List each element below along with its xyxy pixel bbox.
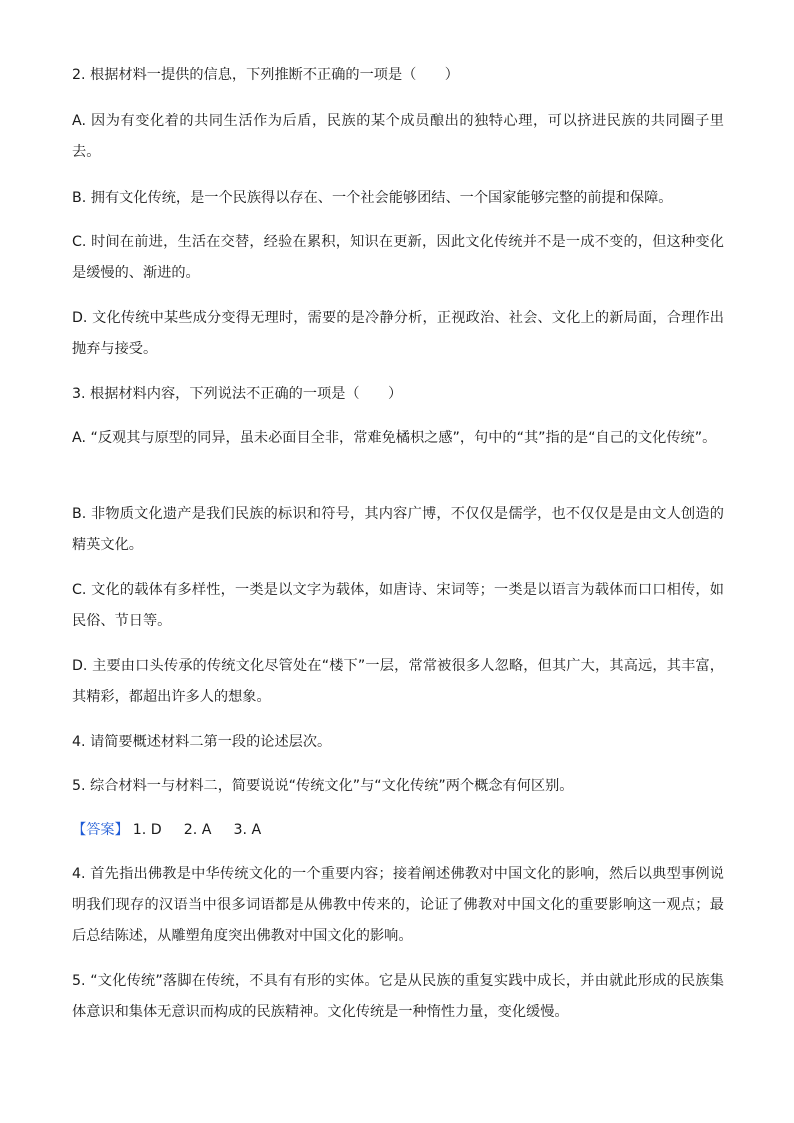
- question-3-option-b: B. 非物质文化遗产是我们民族的标识和符号，其内容广博，不仅仅是儒学，也不仅仅是是由文人创造的精英文化。: [72, 506, 724, 553]
- question-2-option-c: C. 时间在前进，生活在交替，经验在累积，知识在更新，因此文化传统并不是一成不变的，但这种变化是缓慢的、渐进的。: [72, 234, 724, 281]
- explanation-5: 5. “文化传统”落脚在传统，不具有有形的实体。它是从民族的重复实践中成长，并由就此形成的民族集体意识和集体无意识而构成的民族精神。文化传统是一种惰性力量，变化缓慢。: [72, 973, 724, 1020]
- answer-tag: 【答案】: [72, 822, 129, 838]
- question-2-option-d: D. 文化传统中某些成分变得无理时，需要的是冷静分析，正视政治、社会、文化上的新局面，合理作出抛弃与接受。: [72, 310, 724, 357]
- question-2-stem: 2. 根据材料一提供的信息，下列推断不正确的一项是（ ）: [72, 67, 459, 83]
- question-2-option-a: A. 因为有变化着的共同生活作为后盾，民族的某个成员酿出的独特心理，可以挤进民族的共同圈子里去。: [72, 113, 724, 160]
- question-3-option-c: C. 文化的载体有多样性，一类是以文字为载体，如唐诗、宋词等；一类是以语言为载体而口口相传，如民俗、节日等。: [72, 582, 724, 629]
- question-3-stem: 3. 根据材料内容，下列说法不正确的一项是（ ）: [72, 386, 403, 402]
- question-3-option-a: A. “反观其与原型的同异，虽未必面目全非，常难免橘枳之感”，句中的“其”指的是“自己的文化传统”。: [72, 430, 717, 446]
- question-2-option-b: B. 拥有文化传统，是一个民族得以存在、一个社会能够团结、一个国家能够完整的前提和保障。: [72, 190, 673, 206]
- answer-item-1: 1. D: [132, 822, 162, 838]
- answer-item-3: 3. A: [233, 822, 262, 838]
- question-3-option-d: D. 主要由口头传承的传统文化尽管处在“楼下”一层，常常被很多人忽略，但其广大，其高远，其丰富，其精彩，都超出许多人的想象。: [72, 658, 724, 705]
- question-5-stem: 5. 综合材料一与材料二，简要说说“传统文化”与“文化传统”两个概念有何区别。: [72, 778, 574, 794]
- explanation-4: 4. 首先指出佛教是中华传统文化的一个重要内容；接着阐述佛教对中国文化的影响，然后以典型事例说明我们现存的汉语当中很多词语都是从佛教中传来的，论证了佛教对中国文化的重要影响这一观点；最后总结陈述，从雕塑角度突出佛教对中国文化的影响。: [72, 866, 724, 944]
- answer-item-2: 2. A: [183, 822, 212, 838]
- question-4-stem: 4. 请简要概述材料二第一段的论述层次。: [72, 734, 332, 750]
- answer-line: [72, 815, 724, 846]
